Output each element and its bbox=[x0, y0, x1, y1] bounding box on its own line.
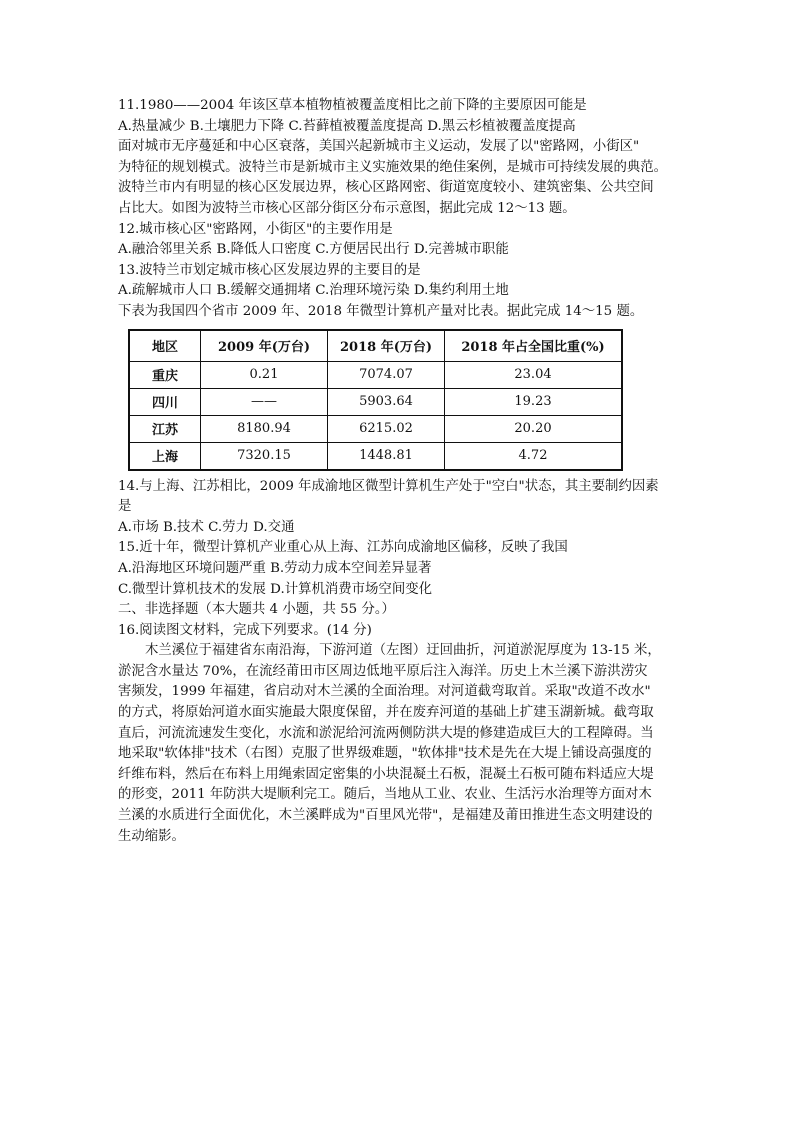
cell-share: 4.72 bbox=[445, 442, 623, 470]
table-row bbox=[129, 442, 622, 470]
q16-passage-line-8: 的形变，2011 年防洪大堤顺利完工。随后，当地从工业、农业、生活污水治理等方面对木 bbox=[118, 787, 652, 803]
q11-stem: 11.1980——2004 年该区草本植物植被覆盖度相比之前下降的主要原因可能是 bbox=[118, 98, 587, 113]
q13-options: A.疏解城市人口 B.缓解交通拥堵 C.治理环境污染 D.集约利用土地 bbox=[118, 283, 509, 299]
cell-share: 20.20 bbox=[445, 415, 623, 442]
portland-passage-line-4: 占比大。如图为波特兰市核心区部分街区分布示意图，据此完成 12～13 题。 bbox=[118, 200, 576, 216]
cell-share: 23.04 bbox=[445, 361, 623, 388]
cell-region: 上海 bbox=[129, 442, 201, 470]
q16-passage-line-3: 害频发，1999 年福建，省启动对木兰溪的全面治理。对河道截弯取首。采取"改道不改水" bbox=[118, 684, 651, 700]
q14-stem-line-2: 是 bbox=[118, 499, 132, 515]
cell-2018: 5903.64 bbox=[328, 388, 445, 415]
cell-2009: 8180.94 bbox=[201, 415, 328, 442]
q15-options-line-1: A.沿海地区环境问题严重 B.劳动力成本空间差异显著 bbox=[118, 560, 432, 576]
table-row bbox=[129, 361, 622, 388]
q16-passage-line-10: 生动缩影。 bbox=[118, 828, 185, 844]
cell-2018: 1448.81 bbox=[328, 442, 445, 470]
portland-passage-line-1: 面对城市无序蔓延和中心区衰落，美国兴起新城市主义运动，发展了以"密路网，小街区" bbox=[118, 139, 640, 155]
cell-2018: 7074.07 bbox=[328, 361, 445, 388]
cell-share: 19.23 bbox=[445, 388, 623, 415]
cell-region: 四川 bbox=[129, 388, 201, 415]
cell-region: 重庆 bbox=[129, 361, 201, 388]
computer-output-table bbox=[128, 329, 623, 471]
table-row bbox=[129, 415, 622, 442]
header-2009: 2009 年(万台) bbox=[201, 330, 328, 362]
cell-2018: 6215.02 bbox=[328, 415, 445, 442]
portland-passage-line-2: 为特征的规划模式。波特兰市是新城市主义实施效果的绝佳案例，是城市可持续发展的典范。 bbox=[118, 159, 668, 175]
q16-passage-line-4: 的方式，将原始河道水面实施最大限度保留，并在废弃河道的基础上扩建玉湖新城。截弯取 bbox=[118, 705, 654, 721]
cell-2009: 0.21 bbox=[201, 361, 328, 388]
q14-options: A.市场 B.技术 C.劳力 D.交通 bbox=[118, 519, 295, 535]
q16-passage-line-5: 直后，河流流速发生变化，水流和淤泥给河流两侧防洪大堤的修建造成巨大的工程障碍。当 bbox=[118, 725, 654, 741]
table-row bbox=[129, 388, 622, 415]
q14-stem-line-1: 14.与上海、江苏相比，2009 年成渝地区微型计算机生产处于"空白"状态，其主要制约因素 bbox=[118, 478, 659, 494]
q16-passage-line-7: 纤维布料，然后在布料上用绳索固定密集的小块混凝土石板，混凝土石板可随布料适应大堤 bbox=[118, 766, 654, 782]
q16-passage-line-2: 淤泥含水量达 70%，在流经莆田市区周边低地平原后注入海洋。历史上木兰溪下游洪涝灾 bbox=[118, 663, 648, 679]
q13-stem: 13.波特兰市划定城市核心区发展边界的主要目的是 bbox=[118, 262, 421, 278]
q12-stem: 12.城市核心区"密路网，小街区"的主要作用是 bbox=[118, 221, 393, 237]
table-header-row bbox=[129, 330, 622, 362]
q16-passage-line-6: 地采取"软体排"技术（右图）克服了世界级难题，"软体排"技术是先在大堤上铺设高强度的 bbox=[118, 746, 652, 762]
cell-2009: 7320.15 bbox=[201, 442, 328, 470]
header-2018: 2018 年(万台) bbox=[328, 330, 445, 362]
q12-options: A.融洽邻里关系 B.降低人口密度 C.方便居民出行 D.完善城市职能 bbox=[118, 242, 509, 258]
exam-page bbox=[118, 96, 688, 847]
q15-stem: 15.近十年，微型计算机产业重心从上海、江苏向成渝地区偏移，反映了我国 bbox=[118, 540, 568, 556]
header-share: 2018 年占全国比重(%) bbox=[445, 330, 623, 362]
header-region: 地区 bbox=[129, 330, 201, 362]
q11-options: A.热量减少 B.土壤肥力下降 C.苔藓植被覆盖度提高 D.黑云杉植被覆盖度提高 bbox=[118, 118, 576, 134]
cell-region: 江苏 bbox=[129, 415, 201, 442]
q15-options-line-2: C.微型计算机技术的发展 D.计算机消费市场空间变化 bbox=[118, 581, 432, 597]
cell-2009: —— bbox=[201, 388, 328, 415]
q16-passage-line-1: 木兰溪位于福建省东南沿海，下游河道（左图）迂回曲折，河道淤泥厚度为 13-15 米， bbox=[145, 643, 661, 659]
q16-stem: 16.阅读图文材料，完成下列要求。(14 分) bbox=[118, 622, 372, 638]
q16-passage-line-9: 兰溪的水质进行全面优化，木兰溪畔成为"百里风光带"，是福建及莆田推进生态文明建设的 bbox=[118, 808, 653, 824]
section-heading: 二、非选择题（本大题共 4 小题，共 55 分。） bbox=[118, 602, 395, 618]
portland-passage-line-3: 波特兰市内有明显的核心区发展边界，核心区路网密、街道宽度较小、建筑密集、公共空间 bbox=[118, 180, 654, 196]
table-intro: 下表为我国四个省市 2009 年、2018 年微型计算机产量对比表。据此完成 14～15 题。 bbox=[118, 303, 644, 319]
